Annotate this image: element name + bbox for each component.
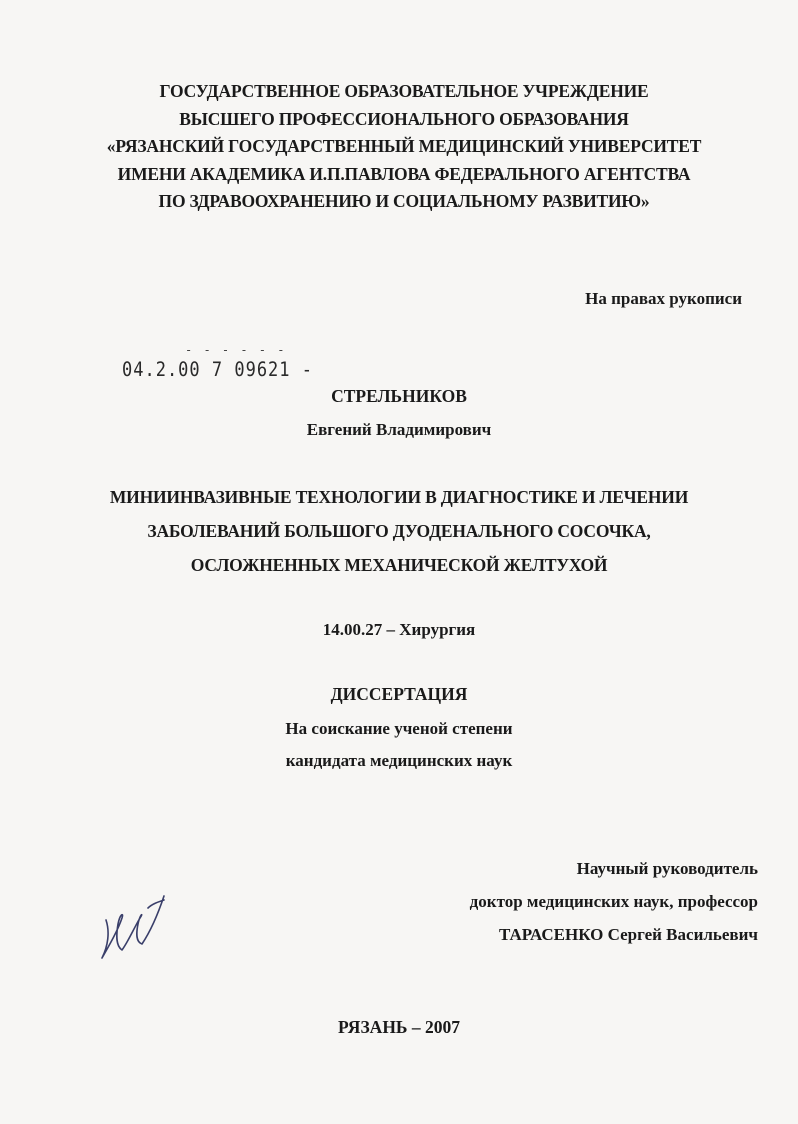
institution-line: ПО ЗДРАВООХРАНЕНИЮ И СОЦИАЛЬНОМУ РАЗВИТИЮ» — [158, 191, 650, 211]
supervisor-name: ТАРАСЕНКО Сергей Васильевич — [498, 925, 758, 944]
degree-line-2: кандидата медицинских наук — [285, 751, 513, 770]
institution-line: ИМЕНИ АКАДЕМИКА И.П.ПАВЛОВА ФЕДЕРАЛЬНОГО АГЕНТСТВА — [117, 163, 691, 184]
supervisor-label: Научный руководитель — [576, 859, 758, 878]
thesis-title — [90, 480, 708, 582]
institution-line: ВЫСШЕГО ПРОФЕССИОНАЛЬНОГО ОБРАЗОВАНИЯ — [179, 108, 629, 129]
thesis-title-line: ЗАБОЛЕВАНИЙ БОЛЬШОГО ДУОДЕНАЛЬНОГО СОСОЧКА, — [147, 521, 651, 541]
institution-header — [60, 78, 748, 216]
institution-line: «РЯЗАНСКИЙ ГОСУДАРСТВЕННЫЙ МЕДИЦИНСКИЙ УНИВЕРСИТЕТ — [106, 136, 702, 156]
library-stamp-number: 04.2.00 7 09621 - — [122, 358, 313, 382]
city-year: РЯЗАНЬ – 2007 — [337, 1017, 460, 1037]
document-type: ДИССЕРТАЦИЯ — [330, 684, 468, 704]
institution-line: ГОСУДАРСТВЕННОЕ ОБРАЗОВАТЕЛЬНОЕ УЧРЕЖДЕНИЕ — [159, 81, 649, 101]
supervisor-block — [470, 852, 758, 951]
rights-note: На правах рукописи — [585, 289, 742, 308]
author-surname: СТРЕЛЬНИКОВ — [331, 386, 467, 406]
thesis-title-line: ОСЛОЖНЕННЫХ МЕХАНИЧЕСКОЙ ЖЕЛТУХОЙ — [190, 555, 608, 575]
supervisor-title: доктор медицинских наук, профессор — [469, 892, 758, 911]
handwritten-signature-icon — [92, 884, 172, 964]
stamp-dashes: - - - - - - — [185, 343, 287, 357]
thesis-title-line: МИНИИНВАЗИВНЫЕ ТЕХНОЛОГИИ В ДИАГНОСТИКЕ И ЛЕЧЕНИИ — [109, 487, 689, 507]
degree-line-1: На соискание ученой степени — [285, 719, 513, 738]
specialty: 14.00.27 – Хирургия — [322, 620, 476, 639]
author-name: Евгений Владимирович — [306, 420, 492, 439]
